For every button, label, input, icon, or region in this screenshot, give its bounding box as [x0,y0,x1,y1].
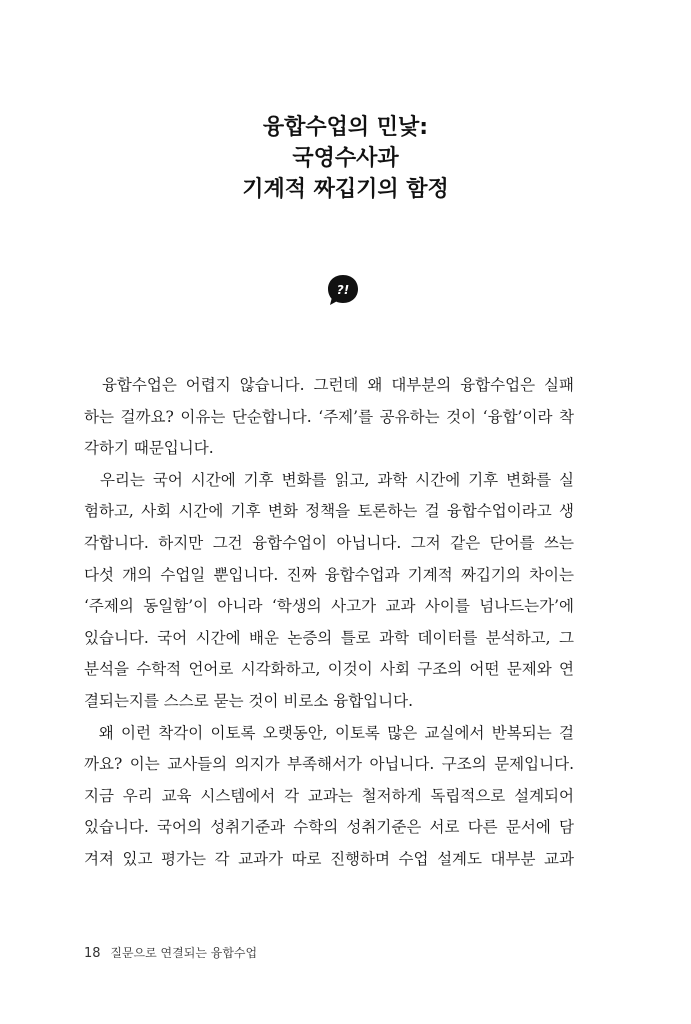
text-line: 다섯 개의 수업일 뿐입니다. 진짜 융합수업과 기계적 짜깁기의 차이는 [84,565,574,584]
speech-bubble-icon [326,273,360,307]
text-line: 까요? 이는 교사들의 의지가 부족해서가 아닙니다. 구조의 문제입니다. [84,755,574,774]
running-title: 질문으로 연결되는 융합수업 [110,946,258,960]
chapter-title-line-3: 기계적 짜깁기의 함정 [242,177,449,202]
page-number: 18 [84,946,101,961]
chapter-title-line-1: 융합수업의 민낯: [262,115,429,140]
text-line: 하는 걸까요? 이유는 단순합니다. ‘주제’를 공유하는 것이 ‘융합’이라 착 [84,407,574,426]
text-line: 왜 이런 착각이 이토록 오랫동안, 이토록 많은 교실에서 반복되는 걸 [84,723,574,742]
chapter-title [0,112,691,205]
badge-text: ?! [336,283,350,297]
text-line: 각하기 때문입니다. [84,439,214,458]
text-line: 지금 우리 교육 시스템에서 각 교과는 철저하게 독립적으로 설계되어 [84,786,574,805]
text-line: 융합수업은 어렵지 않습니다. 그런데 왜 대부분의 융합수업은 실패 [84,376,574,394]
text-line: 결되는지를 스스로 묻는 것이 비로소 융합입니다. [84,691,414,710]
text-line: 겨져 있고 평가는 각 교과가 따로 진행하며 수업 설계도 대부분 교과 [84,849,574,868]
text-line: 있습니다. 국어의 성취기준과 수학의 성취기준은 서로 다른 문서에 담 [84,818,574,837]
text-line: ‘주제의 동일함’이 아니라 ‘학생의 사고가 교과 사이를 넘나드는가’에 [84,597,574,616]
body-text [84,370,574,876]
text-line: 각합니다. 하지만 그건 융합수업이 아닙니다. 그저 같은 단어를 쓰는 [84,533,574,552]
text-line: 험하고, 사회 시간에 기후 변화 정책을 토론하는 걸 융합수업이라고 생 [84,502,574,521]
page-footer [84,944,257,961]
text-line: 분석을 수학적 언어로 시각화하고, 이것이 사회 구조의 어떤 문제와 연 [84,660,574,679]
chapter-title-line-2: 국영수사과 [292,146,399,171]
text-line: 우리는 국어 시간에 기후 변화를 읽고, 과학 시간에 기후 변화를 실 [84,470,574,489]
text-line: 있습니다. 국어 시간에 배운 논증의 틀로 과학 데이터를 분석하고, 그 [84,628,574,647]
